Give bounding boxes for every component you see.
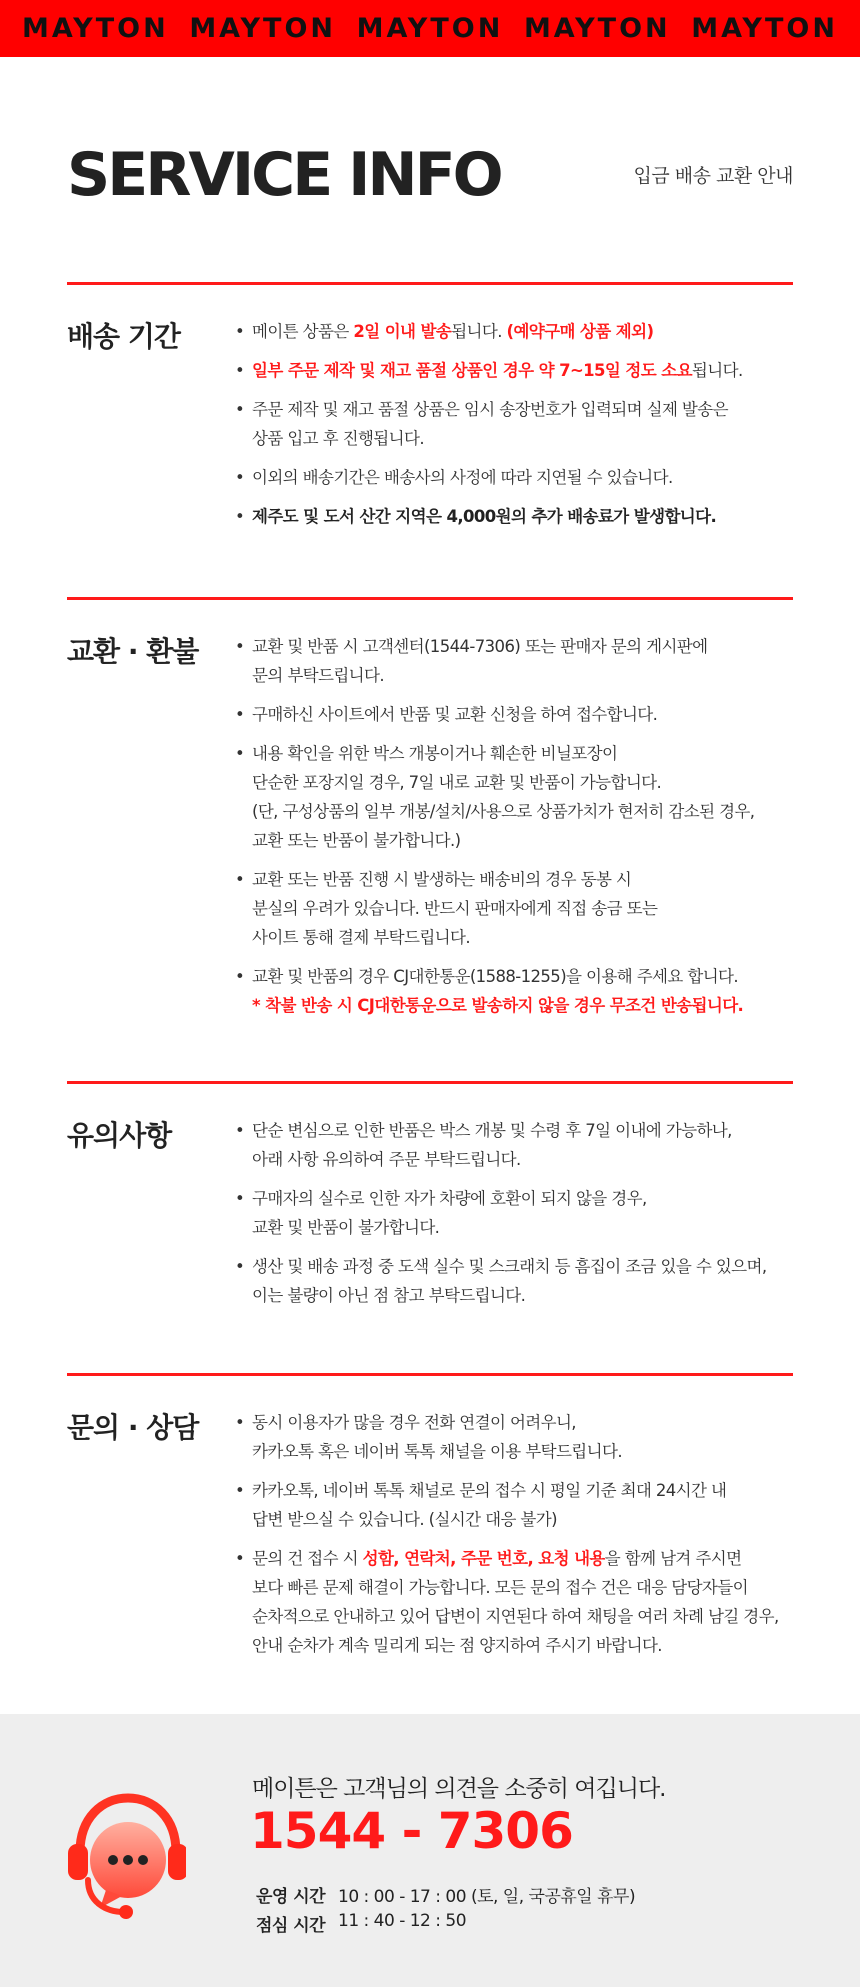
list-item: [235, 317, 805, 346]
body-text: 교환 및 반품 시 고객센터(1544-7306) 또는 판매자 문의 게시판에 문의 부탁드립니다.: [252, 637, 708, 685]
hours-label: 운영 시간: [256, 1887, 326, 1907]
section-heading: 교환 · 환불: [67, 635, 199, 668]
list-item: [235, 962, 805, 1020]
headset-chat-icon: [66, 1790, 186, 1930]
section-heading: 유의사항: [67, 1119, 172, 1152]
footer-tagline: 메이튼은 고객님의 의견을 소중히 여깁니다.: [252, 1776, 666, 1802]
page-title: SERVICE INFO: [67, 140, 501, 210]
list-item: [235, 1116, 805, 1174]
notice-section: [67, 1081, 793, 1373]
body-text: 카카오톡, 네이버 톡톡 채널로 문의 접수 시 평일 기준 최대 24시간 내 답변 받으실 수 있습니다. (실시간 대응 불가): [252, 1481, 727, 1529]
highlight-text: * 착불 반송 시 CJ대한통운으로 발송하지 않을 경우 무조건 반송됩니다.: [252, 996, 744, 1015]
highlight-text: 일부 주문 제작 및 재고 품절 상품인 경우 약 7~15일 정도 소요: [252, 361, 692, 380]
body-text: 구매하신 사이트에서 반품 및 교환 신청을 하여 접수합니다.: [252, 705, 658, 724]
body-text: 됩니다.: [451, 322, 507, 341]
list-item: [235, 1252, 805, 1310]
list-item: [235, 700, 805, 729]
exchange-list: [235, 632, 805, 1030]
list-item: [235, 463, 805, 492]
body-text: 단순 변심으로 인한 반품은 박스 개봉 및 수령 후 7일 이내에 가능하나, 아래 사항 유의하여 주문 부탁드립니다.: [252, 1121, 732, 1169]
body-text: 동시 이용자가 많을 경우 전화 연결이 어려우니, 카카오톡 혹은 네이버 톡톡 채널을 이용 부탁드립니다.: [252, 1413, 622, 1461]
body-text: 됩니다.: [691, 361, 743, 380]
exchange-section: [67, 597, 793, 1081]
body-text: 주문 제작 및 재고 품절 상품은 임시 송장번호가 입력되며 실제 발송은 상품 입고 후 진행됩니다.: [252, 400, 728, 448]
body-text: 이외의 배송기간은 배송사의 사정에 따라 지연될 수 있습니다.: [252, 468, 673, 487]
emphasis-text: 제주도 및 도서 산간 지역은 4,000원의 추가 배송료가 발생합니다.: [252, 507, 717, 526]
highlight-text: (예약구매 상품 제외): [506, 322, 654, 341]
list-item: [235, 1476, 805, 1534]
section-heading: 문의 · 상담: [67, 1411, 199, 1444]
page-header: [67, 135, 793, 215]
body-text: 교환 또는 반품 진행 시 발생하는 배송비의 경우 동봉 시 분실의 우려가 있습니다. 반드시 판매자에게 직접 송금 또는 사이트 통해 결제 부탁드립니다.: [252, 870, 658, 947]
highlight-text: 성함, 연락처, 주문 번호, 요청 내용: [362, 1549, 605, 1568]
body-text: 메이튼 상품은: [252, 322, 354, 341]
brand-word: MAYTON: [22, 13, 169, 44]
lunch-value: 11 : 40 - 12 : 50: [338, 1911, 467, 1931]
body-text: 을 함께 남겨 주시면 보다 빠른 문제 해결이 가능합니다. 모든 문의 접수 건은 대응 담당자들이 순차적으로 안내하고 있어 답변이 지연된다 하여 채팅을 여러 차례 남길 경우, 안내 순차가 계속 밀리게 되는 점 양지하여 주시기 바랍니다.: [252, 1549, 779, 1655]
operating-hours-row: [256, 1882, 635, 1907]
customer-center-phone[interactable]: 1544 - 7306: [250, 1802, 573, 1860]
body-text: 교환 및 반품의 경우 CJ대한통운(1588-1255)을 이용해 주세요 합니다.: [252, 967, 739, 986]
shipping-list: [235, 317, 805, 541]
body-text: 구매자의 실수로 인한 자가 차량에 호환이 되지 않을 경우, 교환 및 반품이 불가합니다.: [252, 1189, 647, 1237]
list-item: [235, 1408, 805, 1466]
section-heading: 배송 기간: [67, 320, 180, 353]
brand-word: MAYTON: [523, 13, 671, 44]
shipping-section: [67, 282, 793, 597]
inquiry-list: [235, 1408, 805, 1670]
highlight-text: 2일 이내 발송: [353, 322, 452, 341]
body-text: 생산 및 배송 과정 중 도색 실수 및 스크래치 등 흠집이 조금 있을 수 있으며, 이는 불량이 아닌 점 참고 부탁드립니다.: [252, 1257, 767, 1305]
list-item: [235, 356, 805, 385]
customer-center-footer: [0, 1714, 860, 1987]
brand-word: MAYTON: [189, 13, 337, 44]
list-item: [235, 1544, 805, 1660]
body-text: 문의 건 접수 시: [252, 1549, 363, 1568]
list-item: [235, 632, 805, 690]
body-text: 내용 확인을 위한 박스 개봉이거나 훼손한 비닐포장이 단순한 포장지일 경우, 7일 내로 교환 및 반품이 가능합니다. (단, 구성상품의 일부 개봉/설치/사용으로 상품가치가 현저히 감소된 경우, 교환 또는 반품이 불가합니다.): [252, 744, 755, 850]
brand-banner: [0, 0, 860, 57]
list-item: [235, 1184, 805, 1242]
list-item: [235, 865, 805, 952]
lunch-hours-row: [256, 1911, 466, 1936]
hours-value: 10 : 00 - 17 : 00 (토, 일, 국공휴일 휴무): [338, 1887, 636, 1907]
list-item: [235, 395, 805, 453]
lunch-label: 점심 시간: [256, 1916, 326, 1936]
notice-list: [235, 1116, 805, 1320]
page-subtitle: 입금 배송 교환 안내: [633, 165, 793, 187]
brand-word: MAYTON: [691, 13, 838, 44]
list-item: [235, 739, 805, 855]
inquiry-section: [67, 1373, 793, 1713]
list-item: [235, 502, 805, 531]
brand-word: MAYTON: [356, 13, 504, 44]
